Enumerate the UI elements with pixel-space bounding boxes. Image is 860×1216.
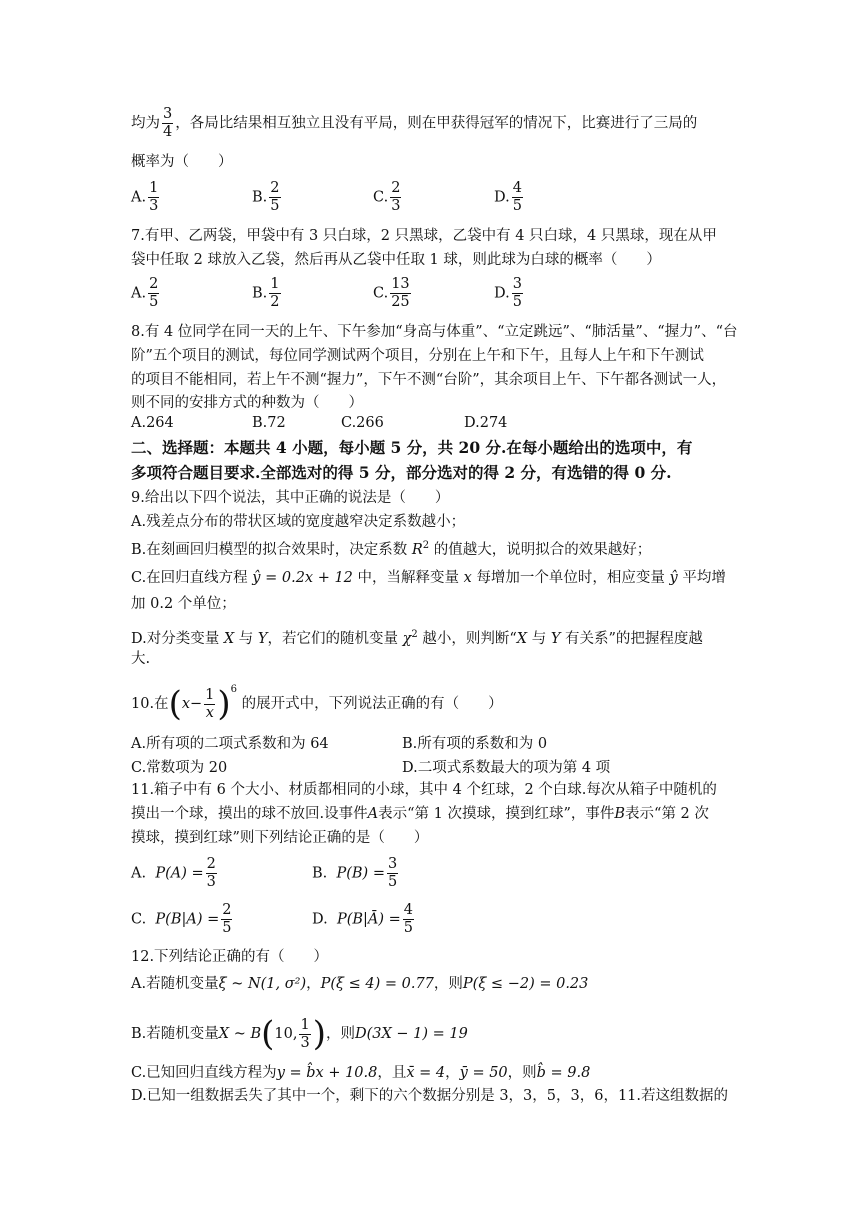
q11-option-d: D. P(B|Ā) = $\frac{4}{5}$ bbox=[312, 902, 414, 936]
section2-line2: 多项符合题目要求.全部选对的得 5 分，部分选对的得 2 分，有选错的得 0 分. bbox=[131, 463, 672, 482]
q10-option-d: D.二项式系数最大的项为第 4 项 bbox=[402, 760, 611, 776]
q6-option-d: D. $\frac{4}{5}$ bbox=[494, 180, 522, 214]
q8-line2: 阶”五个项目的测试，每位同学测试两个项目，分别在上午和下午，且每人上午和下午测试 bbox=[131, 348, 704, 364]
q8-option-c: C.266 bbox=[341, 415, 384, 431]
q9-option-c: C.在回归直线方程 ŷ = 0.2x + 12 中，当解释变量 x 每增加一个单位时，相应变量 ŷ 平均增 bbox=[131, 570, 726, 586]
q11-option-a: A. P(A) = $\frac{2}{3}$ bbox=[131, 856, 216, 890]
q11-line3: 摸球，摸到红球”则下列结论正确的是（ ） bbox=[131, 830, 429, 846]
q9-option-c-line2: 加 0.2 个单位； bbox=[131, 596, 236, 612]
q12-option-d: D.已知一组数据丢失了其中一个，剩下的六个数据分别是 3，3，5，3，6，11.若这组数据的 bbox=[131, 1088, 729, 1104]
section2-line1: 二、选择题：本题共 4 小题，每小题 5 分，共 20 分.在每小题给出的选项中，有 bbox=[131, 438, 693, 457]
q9-option-d-line2: 大. bbox=[131, 651, 151, 667]
q10-stem: 10.在(x− $\frac{1}{x}$ )$^6$ 的展开式中，下列说法正确的有（ ） bbox=[131, 684, 503, 724]
q9-stem: 9.给出以下四个说法，其中正确的说法是（ ） bbox=[131, 490, 450, 506]
q7-line1: 7.有甲、乙两袋，甲袋中有 3 只白球，2 只黑球，乙袋中有 4 只白球，4 只黑球，现在从甲 bbox=[131, 228, 717, 244]
q7-option-d: D. $\frac{3}{5}$ bbox=[494, 276, 522, 310]
q11-line2: 摸出一个球，摸出的球不放回.设事件A表示“第 1 次摸球，摸到红球”，事件B表示“第 2 次 bbox=[131, 806, 709, 822]
q7-line2: 袋中任取 2 球放入乙袋，然后再从乙袋中任取 1 球，则此球为白球的概率（ ） bbox=[131, 252, 661, 268]
q10-option-a: A.所有项的二项式系数和为 64 bbox=[131, 736, 329, 752]
q8-option-b: B.72 bbox=[252, 415, 286, 431]
q8-option-d: D.274 bbox=[464, 415, 508, 431]
q6-option-b: B. $\frac{2}{5}$ bbox=[252, 180, 280, 214]
q6-fraction: $\frac{3}{4}$ bbox=[163, 106, 173, 140]
q11-option-c: C. P(B|A) = $\frac{2}{5}$ bbox=[131, 902, 232, 936]
q8-option-a: A.264 bbox=[131, 415, 174, 431]
q10-option-c: C.常数项为 20 bbox=[131, 760, 228, 776]
q7-option-b: B. $\frac{1}{2}$ bbox=[252, 276, 280, 310]
q9-option-d: D.对分类变量 X 与 Y，若它们的随机变量 $\chi^2$ 越小，则判断“X 与 Y 有关系”的把握程度越 bbox=[131, 629, 703, 647]
q7-option-c: C. $\frac{13}{25}$ bbox=[373, 276, 410, 310]
q8-line4: 则不同的安排方式的种数为（ ） bbox=[131, 395, 363, 411]
q6-text-pre: 均为 bbox=[131, 115, 160, 132]
q6-option-c: C. $\frac{2}{3}$ bbox=[373, 180, 401, 214]
q11-option-b: B. P(B) = $\frac{3}{5}$ bbox=[312, 856, 398, 890]
q10-option-b: B.所有项的系数和为 0 bbox=[402, 736, 548, 752]
q12-option-b: B.若随机变量X ~ B(10, $\frac{1}{3}$ )，则D(3X − 1) = 19 bbox=[131, 1014, 468, 1054]
q6-text-post: ，各局比结果相互独立且没有平局，则在甲获得冠军的情况下，比赛进行了三局的 bbox=[175, 115, 698, 132]
q12-stem: 12.下列结论正确的有（ ） bbox=[131, 949, 329, 965]
q12-option-c: C.已知回归直线方程为y = b̂x + 10.8，且x̄ = 4，ȳ = 50，则b̂ = 9.8 bbox=[131, 1065, 591, 1081]
q9-option-a: A.残差点分布的带状区域的宽度越窄决定系数越小； bbox=[131, 514, 466, 530]
q6-line1 bbox=[131, 106, 697, 141]
q12-option-a: A.若随机变量ξ ~ N(1, σ²)，P(ξ ≤ 4) = 0.77，则P(ξ ≤ −2) = 0.23 bbox=[131, 976, 589, 992]
q8-line1: 8.有 4 位同学在同一天的上午、下午参加“身高与体重”、“立定跳远”、“肺活量”、“握力”、“台 bbox=[131, 324, 738, 340]
q6-line2: 概率为（ ） bbox=[131, 154, 233, 170]
q6-option-a: A. $\frac{1}{3}$ bbox=[131, 180, 159, 214]
q8-line3: 的项目不能相同，若上午不测“握力”，下午不测“台阶”，其余项目上午、下午都各测试一人， bbox=[131, 372, 727, 388]
q9-option-b: B.在刻画回归模型的拟合效果时，决定系数 $R^2$ 的值越大，说明拟合的效果越好； bbox=[131, 540, 652, 558]
q11-line1: 11.箱子中有 6 个大小、材质都相同的小球，其中 4 个红球，2 个白球.每次从箱子中随机的 bbox=[131, 782, 717, 798]
q7-option-a: A. $\frac{2}{5}$ bbox=[131, 276, 159, 310]
